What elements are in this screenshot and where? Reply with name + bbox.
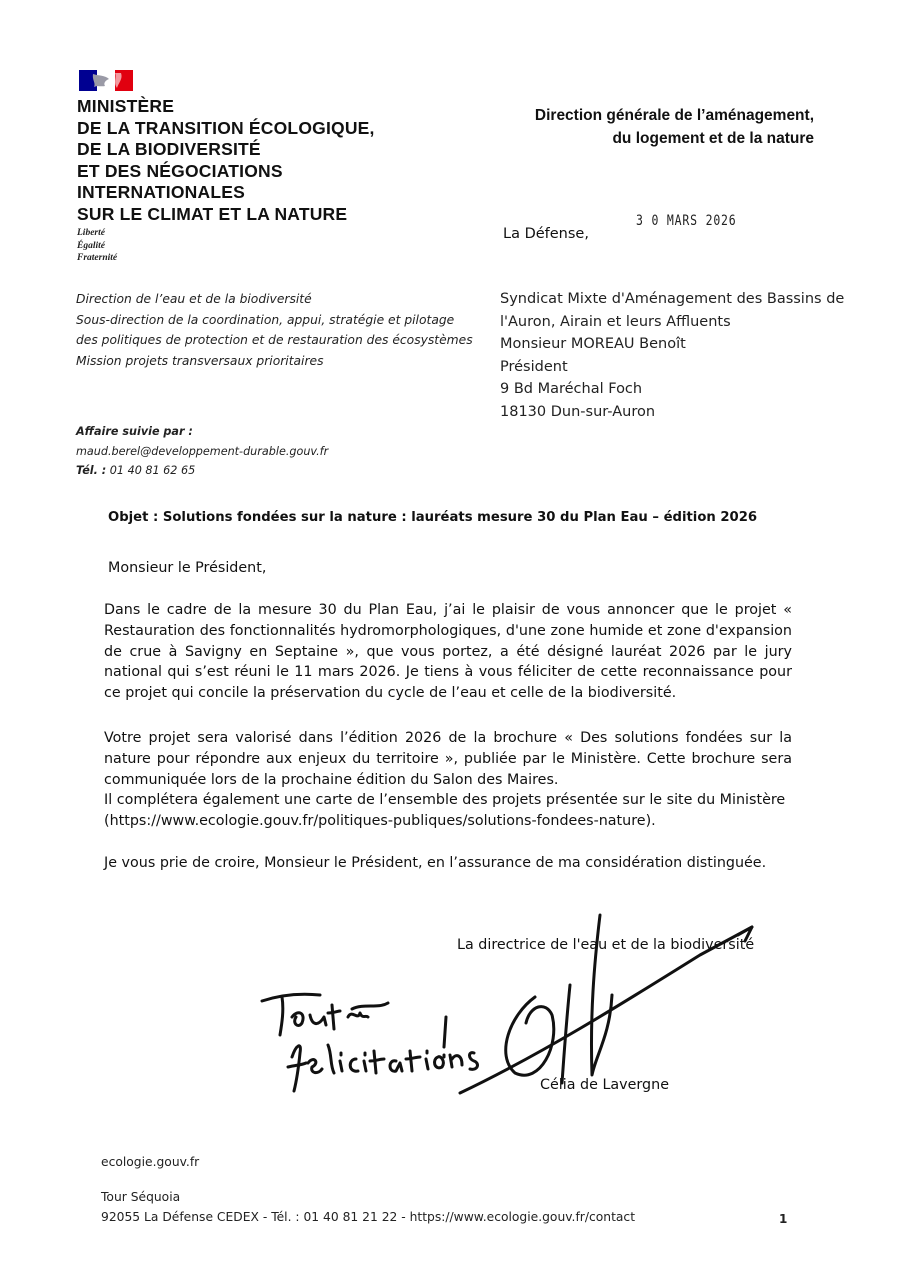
phone-number: 01 40 81 62 65 bbox=[106, 464, 196, 477]
issuing-service bbox=[76, 289, 496, 371]
ministry-line: DE LA TRANSITION ÉCOLOGIQUE, bbox=[77, 117, 375, 138]
motto-fraternite: Fraternité bbox=[77, 253, 118, 263]
footer-address-line: 92055 La Défense CEDEX - Tél. : 01 40 81 21 22 - https://www.ecologie.gouv.fr/contact bbox=[101, 1210, 636, 1224]
handwritten-signature bbox=[240, 905, 760, 1105]
phone-label: Tél. : bbox=[76, 464, 107, 477]
marianne-logo-icon bbox=[79, 70, 133, 91]
motto-liberte: Liberté bbox=[77, 228, 105, 238]
recipient-line: 9 Bd Maréchal Foch bbox=[500, 381, 643, 397]
paragraph-brochure bbox=[104, 728, 792, 832]
service-line: des politiques de protection et de restauration des écosystèmes bbox=[76, 333, 473, 347]
letter-place: La Défense, bbox=[503, 226, 589, 242]
map-text: Il complétera également une carte de l’ensemble des projets présentée sur le site du Ministère bbox=[104, 792, 786, 809]
service-line: Sous-direction de la coordination, appui, stratégie et pilotage bbox=[76, 312, 455, 327]
letter-object: Objet : Solutions fondées sur la nature : lauréats mesure 30 du Plan Eau – édition 2026 bbox=[108, 510, 758, 525]
date-stamp: 3 0 MARS 2026 bbox=[636, 213, 737, 229]
signatory-title: La directrice de l'eau et de la biodiversité bbox=[457, 937, 755, 953]
recipient-address bbox=[500, 288, 860, 423]
ministry-name bbox=[77, 96, 477, 225]
service-line: Direction de l’eau et de la biodiversité bbox=[76, 292, 312, 306]
footer-website[interactable]: ecologie.gouv.fr bbox=[101, 1155, 200, 1169]
motto-egalite: Égalité bbox=[77, 240, 105, 251]
direction-line: Direction générale de l’aménagement, bbox=[534, 107, 814, 124]
recipient-line: 18130 Dun-sur-Auron bbox=[500, 403, 656, 420]
ministry-line: INTERNATIONALES bbox=[77, 182, 245, 202]
ministry-line: DE LA BIODIVERSITÉ bbox=[77, 139, 261, 159]
ministry-line: SUR LE CLIMAT ET LA NATURE bbox=[77, 203, 348, 224]
salutation: Monsieur le Président, bbox=[108, 560, 267, 576]
closing-formula: Je vous prie de croire, Monsieur le Président, en l’assurance de ma considération distinguée. bbox=[104, 855, 767, 871]
direction-line: du logement et de la nature bbox=[612, 130, 814, 147]
contact-label: Affaire suivie par : bbox=[76, 425, 193, 438]
recipient-line: Monsieur MOREAU Benoît bbox=[500, 336, 686, 352]
page-number: 1 bbox=[779, 1212, 788, 1226]
republic-motto bbox=[77, 227, 117, 265]
recipient-line: l'Auron, Airain et leurs Affluents bbox=[500, 313, 731, 330]
contact-phone bbox=[76, 461, 396, 481]
footer-address bbox=[101, 1187, 661, 1227]
brochure-text: Votre projet sera valorisé dans l’édition 2026 de la brochure « Des solutions fondées sur la nature pour répondre aux enjeux du territoire », publiée par le Ministère. Cette brochure sera communiquée lors de la prochaine édition du Salon des Maires. bbox=[104, 730, 792, 788]
recipient-line: Président bbox=[500, 358, 568, 375]
signatory-name: Célia de Lavergne bbox=[540, 1077, 669, 1093]
ministry-url[interactable]: (https://www.ecologie.gouv.fr/politiques-publiques/solutions-fondees-nature). bbox=[104, 813, 656, 830]
paragraph-announcement: Dans le cadre de la mesure 30 du Plan Eau, j’ai le plaisir de vous annoncer que le projet « Restauration des fonctionnalités hydromorphologiques, d'une zone humide et zone d'expansion de crue à Savigny en Septaine », que vous portez, a été désigné lauréat 2026 par le jury national qui s’est réuni le 11 mars 2026. Je tiens à vous féliciter de cette reconnaissance pour ce projet qui concile la préservation du cycle de l’eau et celle de la biodiversité. bbox=[104, 602, 792, 702]
ministry-line: MINISTÈRE bbox=[77, 96, 175, 116]
general-direction bbox=[470, 104, 814, 150]
service-line: Mission projets transversaux prioritaires bbox=[76, 353, 324, 368]
recipient-line: Syndicat Mixte d'Aménagement des Bassins de bbox=[500, 291, 845, 307]
footer-address-line: Tour Séquoia bbox=[101, 1190, 181, 1204]
ministry-line: ET DES NÉGOCIATIONS bbox=[77, 160, 283, 181]
case-contact bbox=[76, 422, 396, 481]
contact-email[interactable]: maud.berel@developpement-durable.gouv.fr bbox=[76, 444, 329, 458]
